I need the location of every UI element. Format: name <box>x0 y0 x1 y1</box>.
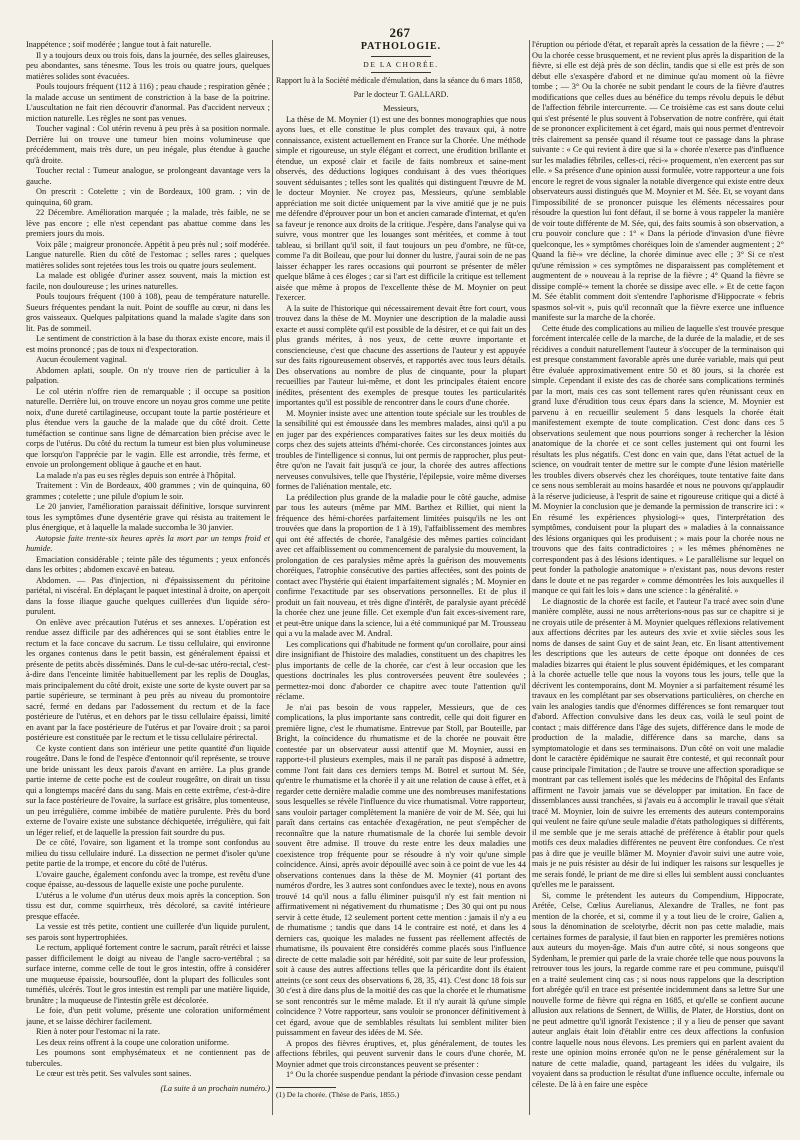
paragraph: Les deux reins offrent à la coupe une coloration uniforme. <box>36 1037 229 1047</box>
paragraph: Abdomen aplati, souple. On n'y trouve rien de particulier à la palpation. <box>26 365 270 385</box>
continuation-note: (La suite à un prochain numéro.) <box>160 1083 270 1093</box>
page-number: 267 <box>389 25 411 40</box>
divider <box>371 56 431 57</box>
paragraph: Toucher rectal : Tumeur analogue, se prolongeant davantage vers la gauche. <box>26 166 270 186</box>
paragraph: Rien à noter pour l'estomac ni la rate. <box>36 1027 161 1036</box>
paragraph: Voix pâle ; maigreur prononcée. Appétit à peu près nul ; soif modérée. Langue naturelle. Rien du côté de l'estomac ; selles rares ; quelques matières solides sont rejetées tous les trois ou quatre jours seulement. <box>26 239 270 270</box>
divider <box>371 72 431 73</box>
paragraph: Les poumons sont emphysémateux et ne contiennent pas de tubercules. <box>26 1048 270 1068</box>
paragraph: Le rectum, appliqué fortement contre le sacrum, paraît rétréci et laisse passer difficilement le doigt au niveau de l'angle sacro-vertébral ; sa surface interne, comme celle de tout le gros intestin, offre à considérer une muqueuse épaissie, boursouflée, dont la plupart des follicules sont tuméfiés, ulcérés. Tout le gros intestin est rempli par une matière liquide, brunâtre ; la muqueuse de l'intestin grêle est décolorée. <box>26 943 270 1005</box>
paragraph: Emaciation considérable ; teinte pâle des téguments ; yeux enfoncés dans les orbites ; abdomen excavé en bateau. <box>26 554 270 574</box>
paragraph: La vessie est très petite, contient une cuillerée d'un liquide purulent, ses parois sont hypertrophiées. <box>26 922 270 942</box>
paragraph: Inappétence ; soif modérée ; langue tout à fait naturelle. <box>26 40 212 49</box>
paragraph: Le diagnostic de la chorée est facile, et l'auteur l'a tracé avec soin d'une manière complète, aussi ne nous arrêterions-nous pas sur ce chapitre si je ne croyais utile de présenter à M. Moynier quelques réflexions relativement aux affections décrites par les auteurs des xvie et xviie siècles sous les noms de danses de saint Guy et de saint Jean, etc. En lisant attentivement les descriptions que les auteurs de cette époque ont données de ces maladies bizarres qui étaient le plus souvent épidémiques, et les comparant à la chorée actuelle telle que nous la voyons tous les jours, telle que la décrivent les contemporains, dont M. Moynier a si parfaitement résumé les travaux en les complétant par ses observations particulières, on cherche en vain les analogies tandis que d'énormes différences se font remarquer tout d'abord. Affection convulsive dans les deux cas, voilà le seul point de contact ; mais différence dans l'âge des sujets, différence dans le mode de production de la maladie, différence dans sa marche, dans sa symptomatologie et dans ses terminaisons. D'un côté on voit une maladie dont le caractère épidémique ne saurait être contesté, et qui reconnaît pour cause principale l'imitation ; de l'autre se trouve une affection sporadique se montrant par cas tellement isolés que les médecins de l'hôpital des Enfants affirment ne l'avoir jamais vue se développer par imitation. En face de dissemblances aussi tranchées, si j'avais eu à accomplir le travail que s'était tracé M. Moynier, loin de suivre les errements des auteurs contemporains qui veulent ne faire qu'une seule maladie d'états pathologiques si différents, il me semble que je me serais attaché de préférence à établir pour quels motifs ces deux maladies différentes ne peuvent être confondues. Ce n'est pas à dire que je veuille blâmer M. Moynier d'avoir suivi une autre voie, mais je ne puis résister au désir de lui indiquer les raisons sur lesquelles je me serais fondé, le priant de me dire si elles lui semblent aussi concluantes qu'elles me le paraissent. <box>532 596 784 889</box>
article-title: DE LA CHORÉE. <box>363 59 439 69</box>
paragraph: Pouls toujours fréquent (100 à 108), peau de température naturelle. Sueurs fréquentes pendant la nuit. Point de souffle au cœur, ni dans les gros vaisseaux. Quelques palpitations quand la malade s'agite dans son lit. Pas de sommeil. <box>26 292 270 333</box>
left-column <box>26 40 270 1125</box>
right-column <box>532 40 784 1130</box>
autopsy-heading: Autopsie faite trente-six heures après la mort par un temps froid et humide. <box>26 533 270 553</box>
section-title: PATHOLOGIE. <box>360 41 442 52</box>
paragraph: Le cœur est très petit. Ses valvules sont saines. <box>36 1069 192 1078</box>
paragraph: Aucun écoulement vaginal. <box>36 355 128 364</box>
paragraph: Le col utérin n'offre rien de remarquable ; il occupe sa position naturelle. Derrière lui, on trouve encore un noyau gros comme une petite noix, d'une dureté cartilagineuse, occupant toute la partie postérieure et plus étendue vers la gauche de la malade que du côté droit. Cette tuméfaction se continue sans ligne de démarcation bien précise avec le corps de l'utérus. Du côté du rectum la tumeur est bien plus volumineuse que lorsqu'on l'apprécie par le vagin. Elle est arrondie, très ferme, et envoie un prolongement oblique à gauche et en haut. <box>26 386 270 469</box>
middle-column <box>276 40 526 1118</box>
paragraph: Les complications qui d'habitude ne forment qu'un corollaire, pour ainsi dire insignifiant de l'histoire des maladies, constituent un des chapitres les plus importants de celle de la chorée, car c'est à leur occasion que les questions doctrinales les plus controversées peuvent être soulevées ; permettez-moi donc d'aborder ce chapitre avec toute l'attention qu'il réclame. <box>276 639 526 701</box>
column-divider <box>529 40 530 1115</box>
paragraph: M. Moynier insiste avec une attention toute spéciale sur les troubles de la sensibilité qui est émoussée dans les membres malades, ainsi qu'il a pu en juger par des expériences comparatives faites sur les deux moitiés du corps chez des sujets atteints d'hémi-chorée. Ces circonstances jointes aux troubles de l'intelligence si connus, lui ont permis de rapprocher, plus peut-être qu'on ne l'avait fait jusqu'à ce jour, la chorée des autres affections nerveuses convulsives, telle que l'hystérie, l'épilepsie, voire même diverses formes de l'aliénation mentale, etc. <box>276 408 526 491</box>
paragraph: La malade n'a pas eu ses règles depuis son entrée à l'hôpital. <box>36 470 236 480</box>
paragraph: La prédilection plus grande de la maladie pour le côté gauche, admise par tous les auteurs (même par MM. Barthez et Rilliet, qui nient la fréquence des hémi-chorées parfaitement limitées puisqu'ils ne les ont trouvées que dans la proportion de 1 à 19), l'affaiblissement des membres qui ont été affectés de chorée, l'analgésie des mêmes parties coïncidant avec cet affaiblissement ou commencement de paralysie du mouvement, la prolongation de ces paralysies même après la guérison des mouvements choréiques, l'atrophie consécutive des parties affectées, sont des points de contact avec l'hystérie qui étaient imparfaitement signalés ; M. Moynier en confirme l'exactitude par ses observations personnelles. Et de plus il produit un fait nouveau, et très digne d'intérêt, de paralysie ayant précédé la chorée chez une jeune fille. Cet exemple d'un fait exces-sivement rare, et peut-être unique dans la science, lui a été communiqué par M. Trousseau qui a vu la malade avec M. Andral. <box>276 492 526 638</box>
paragraph: Cette étude des complications au milieu de laquelle s'est trouvée presque forcément intercalée celle de la marche, de la durée de la maladie, et de ses récidives a conduit naturellement l'auteur à s'occuper de la terminaison qui est presque constamment favorable après une durée variable, mais qui peut être évaluée approximativement entre 50 et 80 jours, si la chorée est simple. Cependant il existe des cas de chorée sans complications terminés par la mort, mais ces cas sont tellement rares qu'en réunissant ceux en grand luxe d'érudition tous ceux épars dans la science, M. Moynier est parvenu à en recueillir seulement 5 dans lesquels la chorée était manifestement exempte de toute complication. C'est donc dans ces 5 observations seulement que nous pourrions songer à rechercher la lésion anatomique de la chorée et ce sont celles justement qui ont fourni les résultats les plus négatifs. C'est donc en vain que, dans l'état actuel de la science, on voudrait tenter de mettre sur le compte d'une lésion matérielle les troubles divers observés chez les choréiques, toute tentative faite dans ce sens nous semblerait au moins hasardée et nous ne pouvons qu'applaudir à la réserve judicieuse, à l'esprit de saine et rigoureuse critique qui a dicté à M. Moynier la conclusion que je demande la permission de transcrire ici : « En résumé les expériences physiologi-» ques, l'interprétation des symptômes, conduisent pour la plupart des » maladies à la connaissance des lésions organiques qui les produisent ; » mais pour la chorée nous ne trouvons que des faits contradictoires ; » les mêmes phénomènes ne correspondent pas à des lésions identiques. » Le parallélisme sur lequel on peut fonder la pathologie anatomique » n'existant pas, nous devons rester dans le doute et ne pas regarder » comme démontrées les lois auxquelles il manque ce qui fait les lois » dans une science : la généralité. » <box>532 323 784 595</box>
paragraph: Je n'ai pas besoin de vous rappeler, Messieurs, que de ces complications, la plus importante sans contredit, celle qui doit figurer en première ligne, c'est le rhumatisme. Entrevue par Stoll, par Bouteille, par Bright, la coïncidence du rhumatisme et de la chorée ne pouvait être contestée par un observateur aussi attentif que M. Moynier, aussi en rapporte-t-il plusieurs exemples, mais il ne paraît pas disposé à admettre, comme l'ont fait dans ces derniers temps M. Botrel et surtout M. Sée, qu'entre le rhumatisme et la chorée il y ait une relation de cause à effet, et à regarder cette dernière maladie comme une des nombreuses manifestations sous lesquelles se révèle l'influence du vice rhumatismal. Votre rapporteur, sans vouloir partager complètement la manière de voir de M. Sée, qui lui paraît dans certains cas entachée d'exagération, ne peut s'empêcher de reconnaître que la nature rhumatismale de la chorée lui semble devoir souvent être admise. Il trouve du reste entre les deux maladies une coexistence trop fréquente pour se résoudre à n'y voir qu'une simple coïncidence. Ainsi, après avoir dépouillé avec soin à ce point de vue les 44 observations contenues dans la thèse de M. Moynier (41 portant des numéros d'ordre, les 3 autres sont confondues avec le texte), nous en avons trouvé 14 qu'il nous a fallu éliminer puisqu'il n'y est fait mention ni affirmativement ni négativement du rhumatisme ; Des 30 qui ont pu nous servir à cette étude, 12 seulement portent cette mention : jamais il n'y a eu de rhumatisme ; tandis que dans 14 le contraire est noté, et dans les 4 derniers cas, quoique les malades ne fussent pas réellement affectés de rhumatisme, ils pouvaient être considérés comme placés sous l'influence directe de cette maladie soit par hérédité, soit par suite de leur profession, soit à cause des autres affections telles que la péricardite dont ils étaient atteints (ce sont ceux des observations 6, 28, 35, 41). C'est donc 18 fois sur 30 c'est à dire dans plus de la moitié des cas que la chorée et le rhumatisme se sont rencontrés sur le même malade. Et il n'y aurait là qu'une simple coïncidence ? Votre rapporteur, sans vouloir se prononcer définitivement à cet égard, avoue que de semblables résultats lui semblent militer bien puissamment en faveur des idées de M. Sée. <box>276 702 526 1037</box>
paragraph: Si, comme le prétendent les auteurs du Compendium, Hippocrate, Arétée, Celse, Cœlius Aurelianus, Alexandre de Tralles, ne font pas mention de la chorée, et si, comme il y a tout lieu de le croire, Galien a, sous la dénomination de scelotyrbe, décrit non pas cette maladie, mais certaines formes de paralysie, il faut bien en rapporter les premières notions aux auteurs du moyen-âge. Mais d'un autre côté, si nous songeons que Sydenham, le premier qui parle de la vraie chorée telle que nous pouvons la retrouver tous les jours, la regarde comme rare et peu commune, puisqu'il en a traité seulement cinq cas ; si nous nous rappelons que la description fort abrégée qu'il en trace est présentée incidemment dans sa lettre Sur une nouvelle forme de fièvre qui régna en 1685, et qu'elle se confient aucune allusion aux relations de Sennert, de Willis, de Plater, de Horstius, dont on ne peut admettre qu'il ignorât l'existence ; il y a lieu de penser que savant auteur anglais était loin d'établir entre ces deux affections la confusion contre laquelle nous nous élevons. Les premiers qui en parlent avaient du reste une opinion moins erronée qu'on ne le pense généralement sur la nature de cette maladie, quand, partageant les idées du vulgaire, ils voyaient dans sa production le résultat d'une influence occulte, infernale ou céleste. De là à en faire une espèce <box>532 890 784 1089</box>
paragraph: Le 20 janvier, l'amélioration paraissait définitive, lorsque survinrent tous les symptômes d'une dysentérie grave qui résista au traitement le plus énergique, et à laquelle la malade succomba le 30 janvier. <box>26 502 270 532</box>
paragraph: Abdomen. — Pas d'injection, ni d'épaississement du péritoine pariétal, ni viscéral. En déplaçant le paquet intestinal à droite, on aperçoit dans la fosse iliaque gauche quelques cuillerées d'un liquide séro-purulent. <box>26 575 270 616</box>
paragraph: 22 Décembre. Amélioration marquée ; la malade, très faible, ne se lève pas encore ; elle n'est cependant pas abattue comme dans les premiers jours du mois. <box>26 208 270 238</box>
paragraph: Toucher vaginal : Col utérin revenu à peu près à sa position normale. Derrière lui on trouve une tumeur bien moins volumineuse que précédemment, mais très dure, un peu inégale, plus étendue à gauche qu'à droite. <box>26 124 270 165</box>
paragraph: Le foie, d'un petit volume, présente une coloration uniformément jaune, et se laisse déchirer facilement. <box>26 1006 270 1026</box>
paragraph: L'utérus a le volume d'un utérus deux mois après la conception. Son tissu est dur, comme squirrheux, très décoloré, sa cavité intérieure presque effacée. <box>26 890 270 921</box>
paragraph: Il y a toujours deux ou trois fois, dans la journée, des selles glaireuses, peu abondantes, sans ténesme. Tous les trois ou quatre jours, quelques matières solides sont évacuées. <box>26 50 270 81</box>
paragraph: La thèse de M. Moynier (1) est une des bonnes monographies que nous ayons lues, et elle constitue le plus complet des travaux qui, à notre connaissance, existent actuellement en France sur la Chorée. Une méthode simple et rigoureuse, un style élégant et correct, une érudition brillante et étendue, un exposé clair et facile de faits nombreux et saine-ment observés, des déductions logiques conduisant à des vues théoriques souvent séduisantes ; telles sont les qualités qui distinguent l'œuvre de M. le docteur Moynier. Ne croyez pas, Messieurs, qu'une semblable appréciation me soit dictée uniquement par la vive amitié que je ne puis me défendre d'éprouver pour un bon et ancien camarade d'internat, et qu'en sa faveur je renonce aux droits de la critique. J'espère, dans l'analyse qui va suivre, vous montrer que les louanges sont méritées, et comme à tout tableau, si brillant qu'il soit, il faut toujours un peu d'ombre, ne fût-ce, comme l'a dit Boileau, que pour lui donner du lustre, j'aurai soin de ne pas laisser échapper les rares occasions qui pourront se présenter de mêler quelque blâme à ces éloges ; car si l'art est difficile la critique est tellement aisée que même à propos de l'excellente thèse de M. Moynier on peut l'exercer. <box>276 114 526 302</box>
column-divider <box>272 40 273 1115</box>
paragraph: La malade est obligée d'uriner assez souvent, mais la miction est facile, non douloureuse ; les urines naturelles. <box>26 271 270 291</box>
report-line: Rapport lu à la Société médicale d'émulation, dans la séance du 6 mars 1858, <box>276 76 523 85</box>
paragraph: On enlève avec précaution l'utérus et ses annexes. L'opération est rendue assez difficile par des adhérences qui se sont établies entre le rectum et la face concave du sacrum. Le tissu cellulaire, qui environne les organes contenus dans le petit bassin, est généralement épaissi et présente de petits abcès disséminés. Dans le cul-de-sac utéro-rectal, c'est-à-dire dans l'enceinte limitée habituellement par les replis de Douglas, mais principalement du côté droit, existe une sorte de kyste ouvert par sa partie supérieure, se terminant à peu près au niveau du promontoire sacré, fermé en dedans par l'adossement du rectum et de la face postérieure de l'utérus, et en dehors par le tissu cellulaire épaissi, limité en avant par la face postérieure de l'utérus et par l'ovaire droit ; sa paroi postérieure est constituée par le rectum et le tissu cellulaire périrectal. <box>26 617 270 742</box>
salutation: Messieurs, <box>383 104 419 113</box>
paragraph: 1° Ou la chorée suspendue pendant la période d'invasion cesse pendant <box>286 1070 522 1079</box>
paragraph: Pouls toujours fréquent (112 à 116) ; peau chaude ; respiration gênée ; la malade accuse un sentiment de constriction à la base de la poitrine. L'auscultation ne fait rien découvrir d'anormal. Pas d'accident nerveux ; miction naturelle. Les règles ne sont pas venues. <box>26 82 270 123</box>
paragraph: On prescrit : Cotelette ; vin de Bordeaux, 100 gram. ; vin de quinquina, 60 gram. <box>26 187 270 207</box>
paragraph: Traitement : Vin de Bordeaux, 400 grammes ; vin de quinquina, 60 grammes ; cotelette ; une pilule d'opium le soir. <box>26 481 270 501</box>
report-author: Par le docteur T. GALLARD. <box>353 89 449 99</box>
paragraph: A la suite de l'historique qui nécessairement devait être fort court, vous trouvez dans la thèse de M. Moynier une description de la maladie aussi exacte et aussi complète qu'il est possible de la désirer, et ce qui fait un des plus grands mérites, à nos yeux, de cette œuvre importante et consciencieuse, c'est que chacune des assertions de l'auteur y est appuyée sur des faits rigoureusement observés, et rapportés avec tous leurs détails. Des observations au nombre de plus de cinquante, pour la plupart recueillies par l'auteur lui-même, et dont les principales étaient encore inédites, présentent des exemples de presque toutes les particularités importantes qu'il est possible de rencontrer dans le cours d'une chorée. <box>276 303 526 407</box>
footnote-divider <box>276 1087 336 1088</box>
paragraph: Le sentiment de constriction à la base du thorax existe encore, mais il est moins prononcé ; pas de toux ni d'expectoration. <box>26 334 270 354</box>
paragraph: Ce kyste contient dans son intérieur une petite quantité d'un liquide rougeâtre. Dans le fond de l'espèce d'entonnoir qu'il représente, se trouve une bride unissant les deux parois d'avant en arrière. La plus grande partie interne de cette poche est de couleur rougeâtre, on dirait un tissu qui a longtemps macéré dans du sang. Mais en cette extrême, c'est-à-dire sur la face postérieure de l'ovaire, la surface est grisâtre, plus tomenteuse, un peu irrégulière, comme imbibée de matière purulente. Près du bord externe de l'ovaire existe une substance déchiquetée, irrégulière, qui fait un léger relief, et de laquelle la pression fait sourdre du pus. <box>26 743 270 837</box>
footnote: (1) De la chorée. (Thèse de Paris, 1855.) <box>276 1089 400 1099</box>
paragraph: De ce côté, l'ovaire, son ligament et la trompe sont confondus au milieu du tissu cellulaire induré. La dissection ne permet d'isoler qu'une petite partie de la trompe, et encore du côté de l'utérus. <box>26 838 270 868</box>
paragraph: A propos des fièvres éruptives, et, plus généralement, de toutes les affections fébriles, qui peuvent survenir dans le cours d'une chorée, M. Moynier admet que trois circonstances peuvent se présenter : <box>276 1038 526 1069</box>
paragraph: L'ovaire gauche, également confondu avec la trompe, est revêtu d'une coque épaisse, au-dessous de laquelle existe une poche purulente. <box>26 869 270 889</box>
paragraph: l'éruption ou période d'état, et reparaît après la cessation de la fièvre ; — 2° Ou la chorée cesse brusquement, et ne revient plus après la disparition de la fièvre, si elle est déjà près de son déclin, tandis que si elle est près de son début elle s'exaspère d'abord et ne diminue qu'au moment où la fièvre tombe ; — 3° Ou la chorée ne subit pendant le cours de la fièvre d'autres modifications que celles dues au bénéfice du temps révolu depuis le début de l'affection fébrile intercurrente. — Ce troisième cas est sans doute celui qui s'est présenté le plus souvent à l'observation de notre confrère, qui était de se prononcer explicitement à cet égard, mais qui nous permet d'entrevoir très clairement sa pensée quand il résume tout ce passage dans la phrase suivante : « Ce qui revient à dire que si la » chorée n'exerce pas d'influence sur les maladies fébriles, celles-ci, réci-» proquement, n'en exercent pas sur elle. » Sa présence d'une opinion aussi formulée, votre rapporteur a une fois encore le regret de vous signaler la notable divergence qui existe entre deux observateurs aussi distingués que M. Moynier et M. Sée. Et, se voyant dans l'impossibilité de se prononcer puisque les éléments nécessaires pour résoudre la question lui font défaut, il se borne à vous rappeler la manière de voir toute différente de M. Sée, qui, des faits soumis à son observation, a cru pouvoir conclure que : 1° « Dans la période d'invasion d'une fièvre quelconque, les » symptômes choréiques loin de s'amender augmentent ; 2° Quand la fiè-» vre décline, la chorée diminue avec elle ; 3° Si ce n'est qu'une rémission » ces symptômes ne disparaissent pas complètement et augmentent de » nouveau à la reprise de la fièvre ; 4° Quand la fièvre se dissipe complè-» tement la chorée se dissipe avec elle. » Et de cette façon M. Sée établit comment doit s'entendre l'aphorisme d'Hippocrate « febris spasmos sol-vit », puis qu'il reconnaît que la fièvre exerce une influence manifeste sur la marche de la chorée. <box>532 40 784 322</box>
